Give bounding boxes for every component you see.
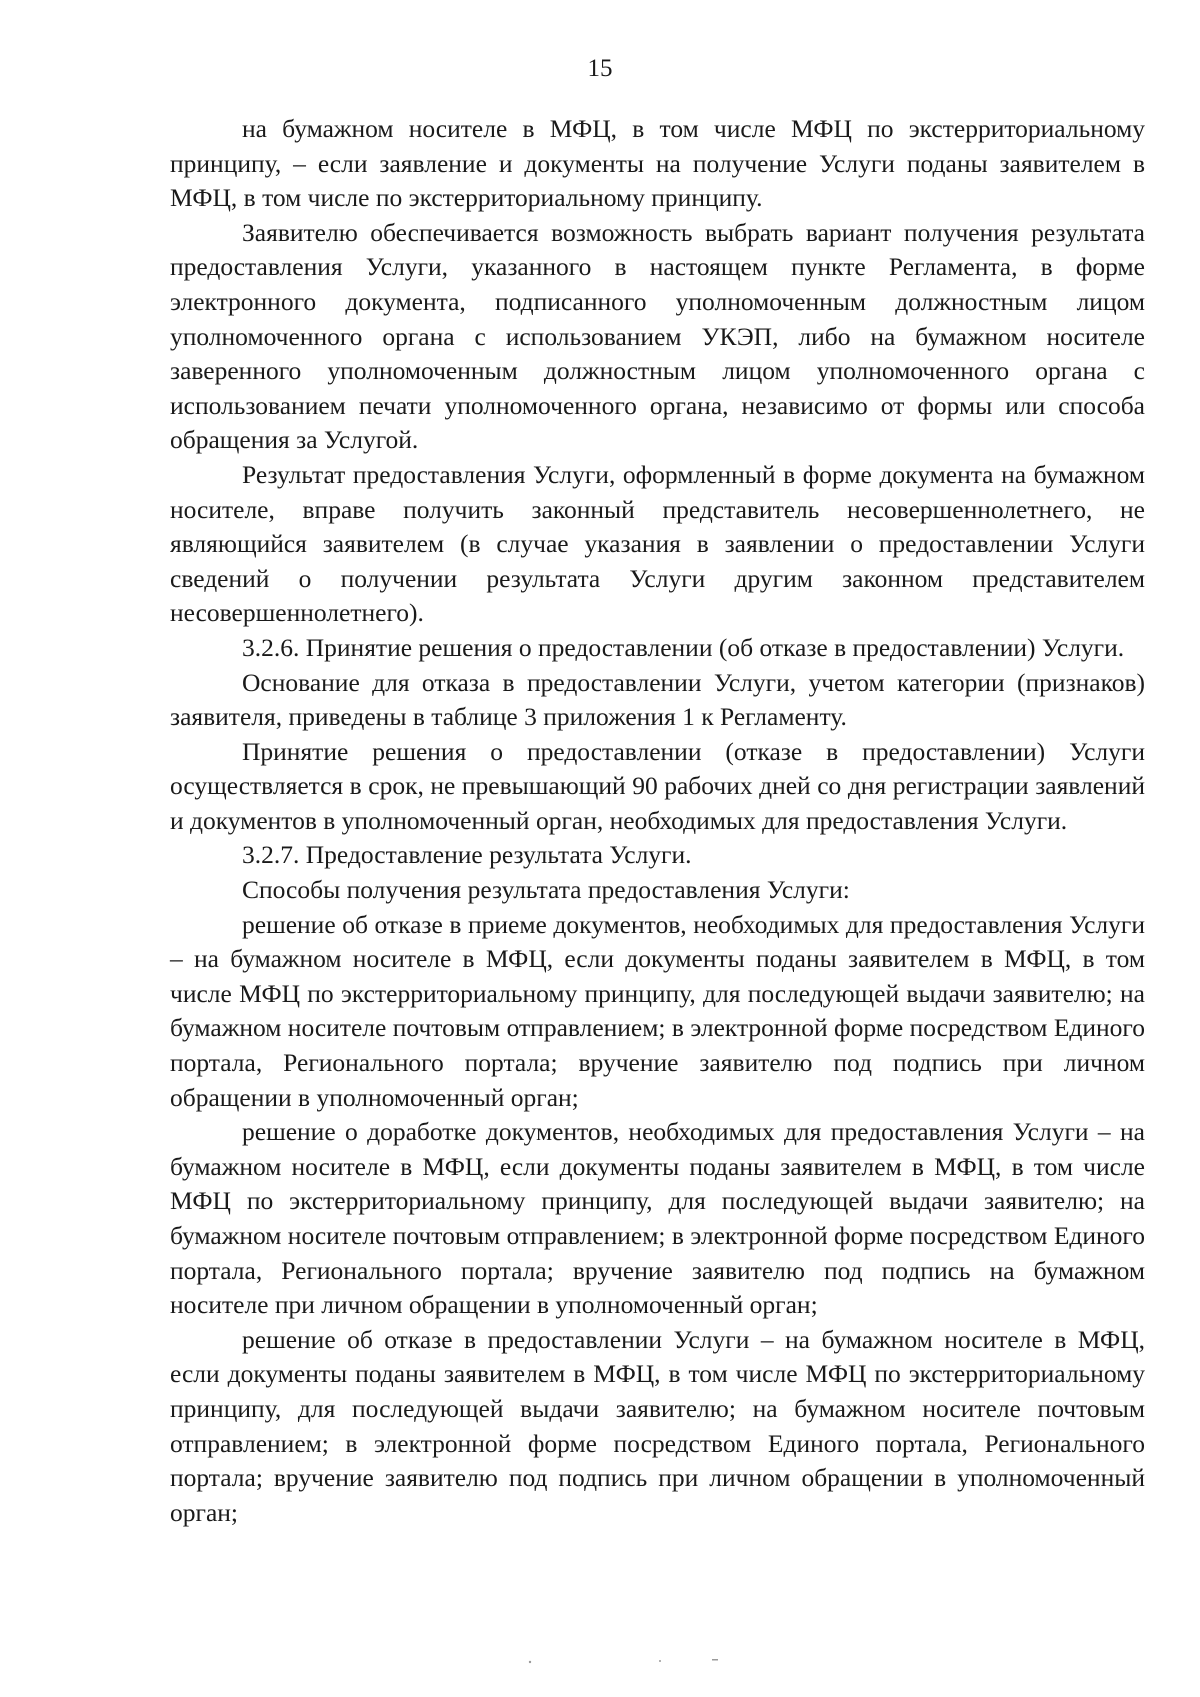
paragraph-6: Принятие решения о предоставлении (отказе в предоставлении) Услуги осуществляется в срок, не превышающий 90 рабочих дней со дня регистрации заявлений и документов в уполномоченный орган, необходимых для предоставления Услуги. (170, 736, 1145, 835)
paragraph-5: Основание для отказа в предоставлении Услуги, учетом категории (признаков) заявителя, приведены в таблице 3 приложения 1 к Регламенту. (170, 667, 1145, 732)
scan-artifact (0, 1650, 1200, 1670)
paragraph-9: решение об отказе в приеме документов, необходимых для предоставления Услуги – на бумажном носителе в МФЦ, если документы поданы заявителем в МФЦ, в том числе МФЦ по экстерриториальному принципу, для последующей выдачи заявителю; на бумажном носителе почтовым отправлением; в электронной форме посредством Единого портала, Регионального портала; вручение заявителю под подпись при личном обращении в уполномоченный орган; (170, 909, 1145, 1112)
paragraph-8: Способы получения результата предоставления Услуги: (242, 875, 850, 905)
document-body (170, 112, 1145, 1530)
section-heading-3-2-6: 3.2.6. Принятие решения о предоставлении (об отказе в предоставлении) Услуги. (242, 632, 1125, 662)
paragraph-10: решение о доработке документов, необходимых для предоставления Услуги – на бумажном носителе в МФЦ, если документы поданы заявителем в МФЦ, в том числе МФЦ по экстерриториальному принципу, для последующей выдачи заявителю; на бумажном носителе почтовым отправлением; в электронной форме посредством Единого портала, Регионального портала; вручение заявителю под подпись на бумажном носителе при личном обращении в уполномоченный орган; (170, 1117, 1145, 1320)
page-number: 15 (587, 55, 613, 82)
section-heading-3-2-7: 3.2.7. Предоставление результата Услуги. (242, 840, 692, 870)
paragraph-3: Результат предоставления Услуги, оформленный в форме документа на бумажном носителе, вправе получить законный представитель несовершеннолетнего, не являющийся заявителем (в случае указания в заявлении о предоставлении Услуги сведений о получении результата Услуги другим законном представителем несовершеннолетнего). (170, 459, 1145, 628)
paragraph-2: Заявителю обеспечивается возможность выбрать вариант получения результата предоставления Услуги, указанного в настоящем пункте Регламента, в форме электронного документа, подписанного уполномоченным должностным лицом уполномоченного органа с использованием УКЭП, либо на бумажном носителе заверенного уполномоченным должностным лицом уполномоченного органа с использованием печати уполномоченного органа, независимо от формы или способа обращения за Услугой. (170, 217, 1145, 455)
paragraph-1: на бумажном носителе в МФЦ, в том числе МФЦ по экстерриториальному принципу, – если заявление и документы на получение Услуги поданы заявителем в МФЦ, в том числе по экстерриториальному принципу. (170, 114, 1145, 213)
paragraph-11: решение об отказе в предоставлении Услуги – на бумажном носителе в МФЦ, если документы поданы заявителем в МФЦ, в том числе МФЦ по экстерриториальному принципу, для последующей выдачи заявителю; на бумажном носителе почтовым отправлением; в электронной форме посредством Единого портала, Регионального портала; вручение заявителю под подпись при личном обращении в уполномоченный орган; (170, 1324, 1145, 1527)
